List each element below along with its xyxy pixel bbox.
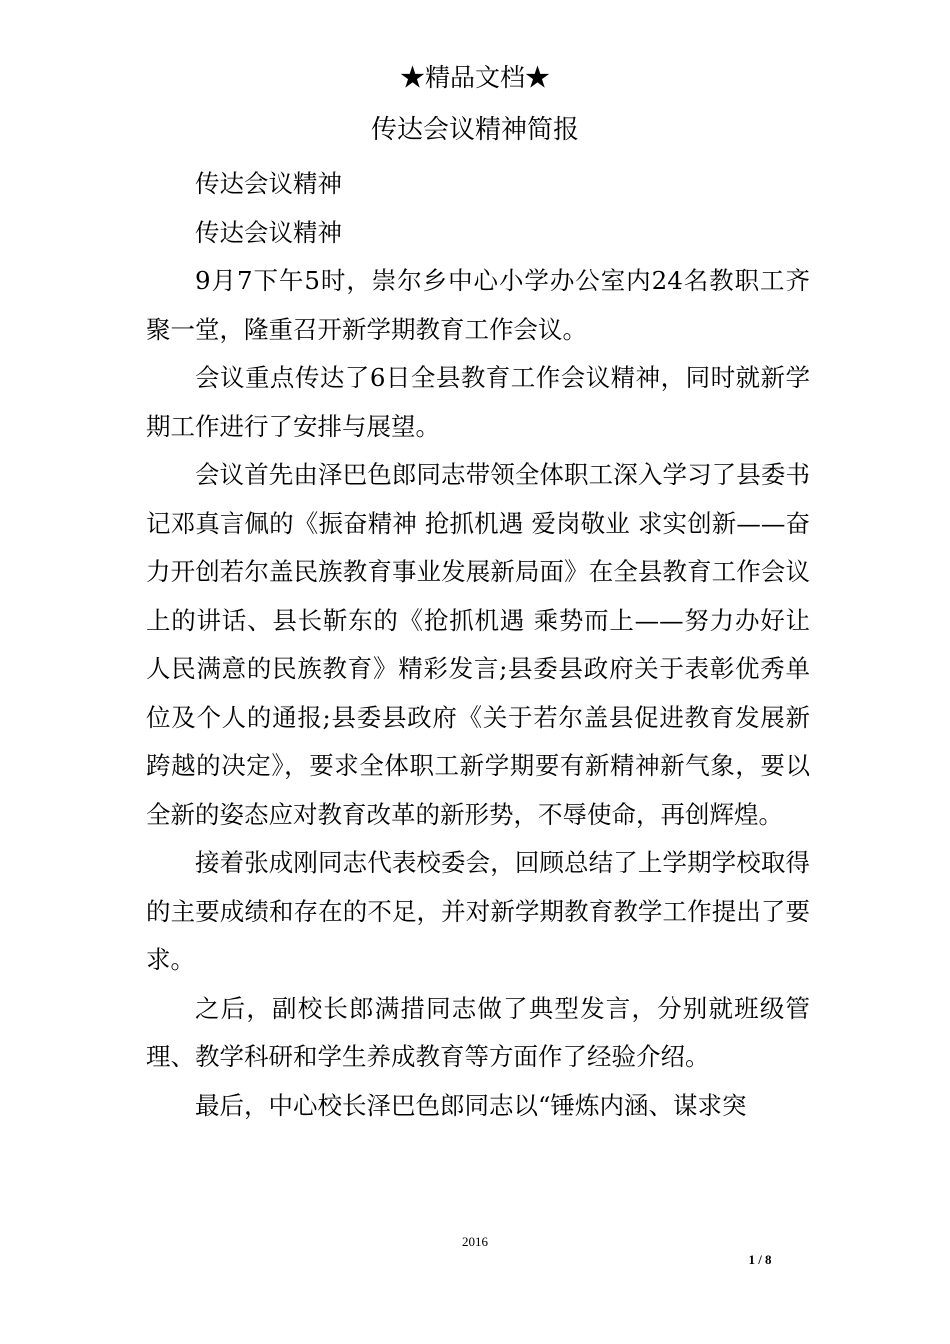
document-title: 传达会议精神简报 [370,115,579,145]
paragraph: 9月7下午5时，崇尔乡中心小学办公室内24名教职工齐聚一堂，隆重召开新学期教育工作会议。 [146,266,810,344]
paragraph: 会议重点传达了6日全县教育工作会议精神，同时就新学期工作进行了安排与展望。 [146,363,810,441]
paragraph: 最后，中心校长泽巴色郎同志以“锤炼内涵、谋求突 [195,1090,747,1120]
page-number: 1 / 8 [748,1252,772,1267]
paragraph: 之后，副校长郎满措同志做了典型发言，分别就班级管理、教学科研和学生养成教育等方面作了经验介绍。 [146,993,810,1071]
document-body [146,160,810,1130]
paragraph: 传达会议精神 [195,217,342,247]
document-header-label: ★精品文档★ [399,63,550,92]
footer-year: 2016 [462,1234,488,1249]
paragraph: 会议首先由泽巴色郎同志带领全体职工深入学习了县委书记邓真言佩的《振奋精神 抢抓机遇 爱岗敬业 求实创新——奋力开创若尔盖民族教育事业发展新局面》在全县教育工作会议上的讲话、县长靳东的《抢抓机遇 乘势而上——努力办好让人民满意的民族教育》精彩发言;县委县政府关于表彰优秀单位及个人的通报;县委县政府《关于若尔盖县促进教育发展新跨越的决定》，要求全体职工新学期要有新精神新气象，要以全新的姿态应对教育改革的新形势，不辱使命，再创辉煌。 [146,460,810,829]
paragraph: 接着张成刚同志代表校委会，回顾总结了上学期学校取得的主要成绩和存在的不足，并对新学期教育教学工作提出了要求。 [146,848,810,974]
paragraph: 传达会议精神 [195,169,342,198]
